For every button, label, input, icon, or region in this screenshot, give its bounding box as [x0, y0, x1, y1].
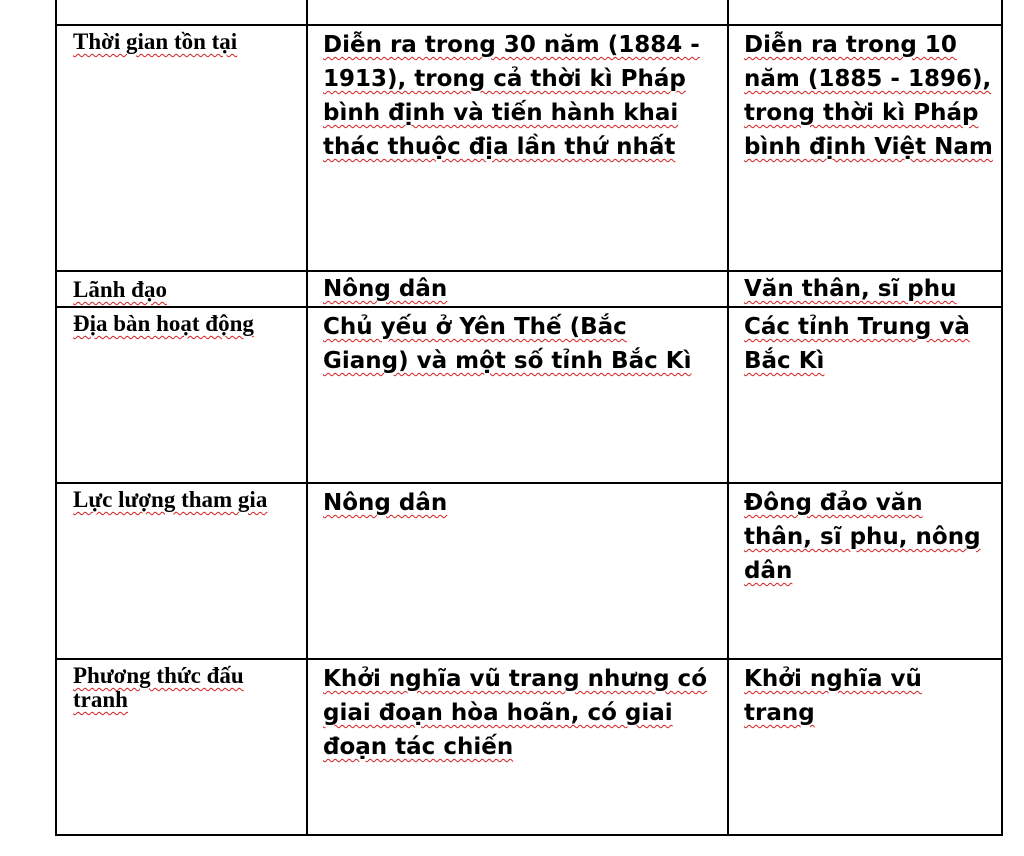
table-row: [56, 0, 1002, 25]
column2-text: Chủ yếu ở Yên Thế (Bắc Giang) và một số tỉnh Bắc Kì: [323, 314, 692, 374]
column3-cell: [728, 659, 1002, 835]
table-row: [56, 307, 1002, 483]
column3-cell: [728, 271, 1002, 307]
column2-cell: [307, 483, 728, 659]
row-label-cell: [56, 307, 307, 483]
comparison-table: [55, 0, 1003, 836]
row-label: Phương thức đấu tranh: [73, 663, 244, 712]
column3-cell: [728, 483, 1002, 659]
row-label-cell: [56, 0, 307, 25]
column2-cell: [307, 25, 728, 271]
column3-cell: [728, 25, 1002, 271]
row-label: Lãnh đạo: [73, 277, 167, 302]
column2-cell: [307, 0, 728, 25]
column3-text: Các tỉnh Trung và Bắc Kì: [744, 314, 970, 374]
column3-text: Đông đảo văn thân, sĩ phu, nông dân: [744, 490, 981, 584]
table-row: [56, 659, 1002, 835]
column2-cell: [307, 271, 728, 307]
column3-text: Diễn ra trong 10 năm (1885 - 1896), trong thời kì Pháp bình định Việt Nam: [744, 32, 993, 160]
column2-text: Nông dân: [323, 490, 448, 516]
row-label-cell: [56, 25, 307, 271]
column2-text: Nông dân: [323, 276, 448, 302]
column2-text: Khởi nghĩa vũ trang nhưng có giai đoạn hòa hoãn, có giai đoạn tác chiến: [323, 666, 707, 760]
column3-text: Khởi nghĩa vũ trang: [744, 666, 922, 726]
row-label: Địa bàn hoạt động: [73, 311, 254, 336]
row-label: Lực lượng tham gia: [73, 487, 268, 512]
row-label-cell: [56, 271, 307, 307]
column3-text: Văn thân, sĩ phu: [744, 276, 957, 302]
column2-cell: [307, 659, 728, 835]
table-row: [56, 271, 1002, 307]
column2-cell: [307, 307, 728, 483]
row-label: Thời gian tồn tại: [73, 29, 238, 54]
column3-cell: [728, 0, 1002, 25]
column3-cell: [728, 307, 1002, 483]
row-label-cell: [56, 659, 307, 835]
row-label-cell: [56, 483, 307, 659]
column2-text: Diễn ra trong 30 năm (1884 - 1913), trong cả thời kì Pháp bình định và tiến hành khai thác thuộc địa lần thứ nhất: [323, 32, 700, 160]
table-row: [56, 483, 1002, 659]
table-row: [56, 25, 1002, 271]
